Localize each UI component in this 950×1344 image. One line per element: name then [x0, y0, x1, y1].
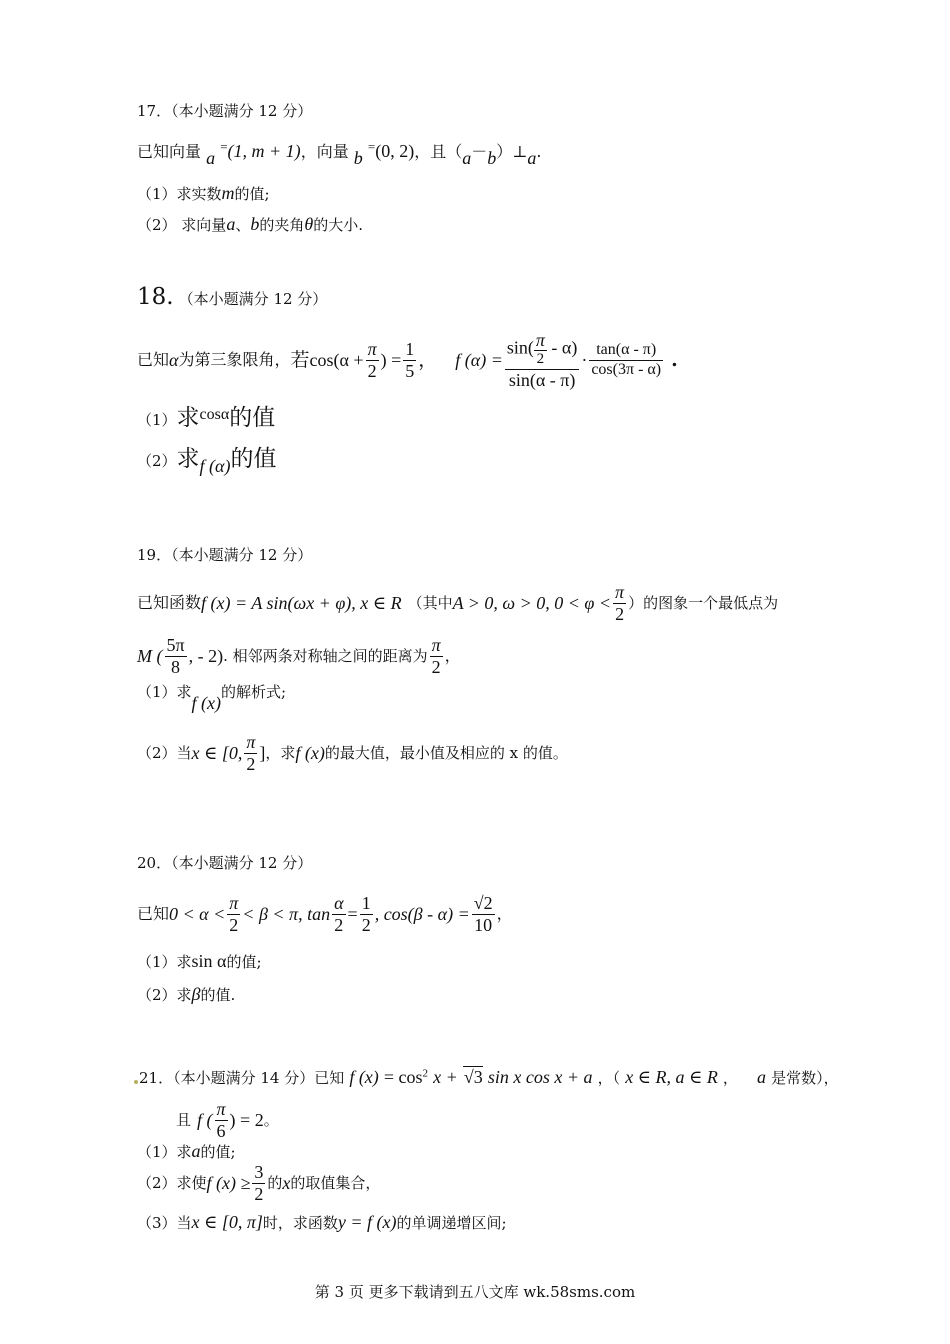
q19-part2: （2）当 x ∈ [0, $\frac{\pi}{2}$ ] ，求 f (x) 的最大值，最小值及相应的 x 的值。 — [137, 731, 568, 774]
q17-heading: 17．（本小题满分 12 分） — [137, 102, 313, 120]
q21-part1: （1）求a的值; — [137, 1141, 236, 1161]
q17-part2: （2） 求向量a、b的夹角θ的大小. — [137, 214, 363, 234]
q19-stem-line1: 已知函数 f (x) = A sin(ωx + φ), x ∈ R （其中 A > 0, ω > 0, 0 < φ < $\frac{\pi}{2}$ ）的图象一个最低点为 — [137, 581, 779, 624]
q17-vector-b: (0, 2) — [375, 141, 415, 161]
q18-part2: （2）求f (α)的值 — [137, 446, 277, 476]
q19-stem-line2: M ( $\frac{5\pi}{8}$ , - 2) . 相邻两条对称轴之间的距离为 $\frac{\pi}{2}$ ， — [137, 634, 461, 677]
q20-heading: 20．（本小题满分 12 分） — [137, 854, 313, 872]
q21-part3: （3）当x ∈ [0, π]时，求函数y = f (x)的单调递增区间; — [137, 1212, 507, 1232]
q21-stem-line2: 且 f ( $\frac{\pi}{6}$ ) = 2 。 — [176, 1098, 279, 1141]
q20-part2: （2）求β的值. — [137, 984, 236, 1004]
q20-stem: 已知 0 < α < $\frac{\pi}{2}$ < β < π, tan $\frac{\alpha}{2}$ = $\frac{1}{2}$ , cos(β - α) = $\frac{√2}{10}$ ， — [137, 892, 513, 935]
q18-part1: （1）求cosα的值 — [137, 405, 276, 431]
q19-part1: （1）求f (x)的解析式; — [137, 683, 287, 713]
q17-part1: （1）求实数m的值; — [137, 183, 270, 203]
q21-stem-line1: 21．（本小题满分 14 分）已知 f $(x) = \cos^2 x + √3$ sin x cos x + a ，（ x ∈ R, a ∈ R ， a 是常数）， — [139, 1067, 839, 1087]
q20-part1: （1）求sin α的值; — [137, 951, 262, 971]
q17-vector-a: (1, m + 1) — [227, 141, 301, 161]
q17-stem: 已知向量 a =(1, m + 1)，向量 b =(0, 2)，且（a－b）⊥a. — [137, 139, 542, 168]
q18-stem: 已知 α 为第三象限角， 若 cos(α + $\frac{\pi}{2}$ ) = $\frac{1}{5}$ ， f (α) = sin( $\frac{\pi}{2}$ - α) sin(α - π) · $\frac{\tan(\alpha - \pi)}{\cos(3\pi - \alpha)}$ . — [137, 329, 678, 390]
marker-dot — [134, 1080, 138, 1084]
q21-part2: （2）求使 f (x) ≥ $\frac{3}{2}$ 的 x 的取值集合， — [137, 1161, 381, 1204]
q18-heading: 18. （本小题满分 12 分） — [137, 284, 328, 310]
page-footer: 第 3 页 更多下载请到五八文库 wk.58sms.com — [314, 1283, 636, 1301]
q19-heading: 19．（本小题满分 12 分） — [137, 546, 313, 564]
